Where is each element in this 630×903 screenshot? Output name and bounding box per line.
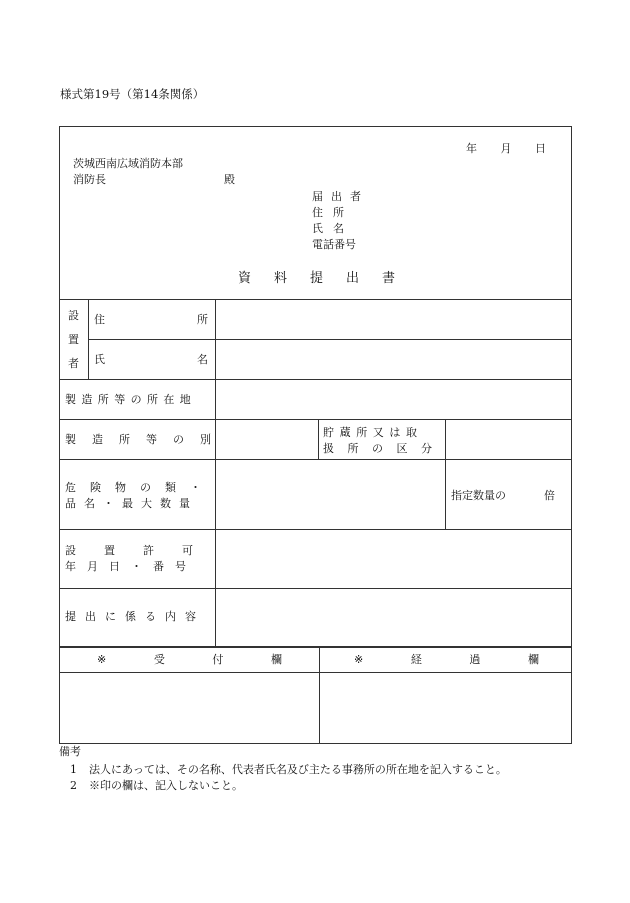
notes-heading: 備考 [59,745,81,758]
name-label: 氏 名 [94,353,208,366]
reception-field [60,673,318,743]
installer-address-field[interactable] [216,300,571,338]
note-1-text: 法人にあっては、その名称、代表者氏名及び主たる事務所の所在地を記入すること。 [89,763,507,776]
storage-type-field[interactable] [446,420,571,458]
hazard-label-2: 品名・最大数量 [65,497,198,510]
installer-label-3: 者 [68,357,79,370]
addressee-title: 消防長 [73,173,106,186]
honorific: 殿 [224,173,235,186]
location-label: 製造所等の所在地 [65,393,197,406]
permit-label-1: 設置許可 [65,544,221,557]
form-title: 資料提出書 [238,271,419,286]
date-line: 年 月 日 [466,142,546,155]
address-label: 住 所 [94,313,208,326]
multiple-prefix: 指定数量の [451,489,506,502]
installer-name-field[interactable] [216,340,571,378]
hazard-label-1: 危険物の類・ [65,481,215,494]
location-field[interactable] [216,380,571,418]
storage-type-label-2: 扱所の区分 [323,442,446,455]
note-2-text: ※印の欄は、記入しないこと。 [89,779,243,792]
storage-type-label-1: 貯蔵所又は取 [323,426,423,439]
addressee-org: 茨城西南広域消防本部 [73,157,183,170]
applicant-phone-label: 電話番号 [312,238,356,251]
reception-header: ※ 受 付 欄 [97,653,282,666]
applicant-label: 届出者 [312,190,369,203]
hazard-field[interactable] [216,460,444,528]
installer-label-1: 設 [68,309,79,322]
progress-header: ※ 経 過 欄 [354,653,539,666]
note-2-number: 2 [70,779,77,792]
content-label: 提出に係る内容 [65,610,205,623]
facility-type-field[interactable] [216,420,317,458]
multiple-suffix: 倍 [544,489,555,502]
note-1-number: 1 [70,763,77,776]
installer-label-2: 置 [68,333,79,346]
form-number: 様式第19号（第14条関係） [60,87,205,101]
content-field[interactable] [216,589,571,645]
permit-label-2: 年月日・番号 [65,560,197,573]
applicant-name-label: 氏名 [312,222,354,235]
applicant-address-label: 住所 [312,206,354,219]
facility-type-label: 製造所等の別 [65,433,227,446]
progress-field [320,673,571,743]
permit-field[interactable] [216,530,571,587]
